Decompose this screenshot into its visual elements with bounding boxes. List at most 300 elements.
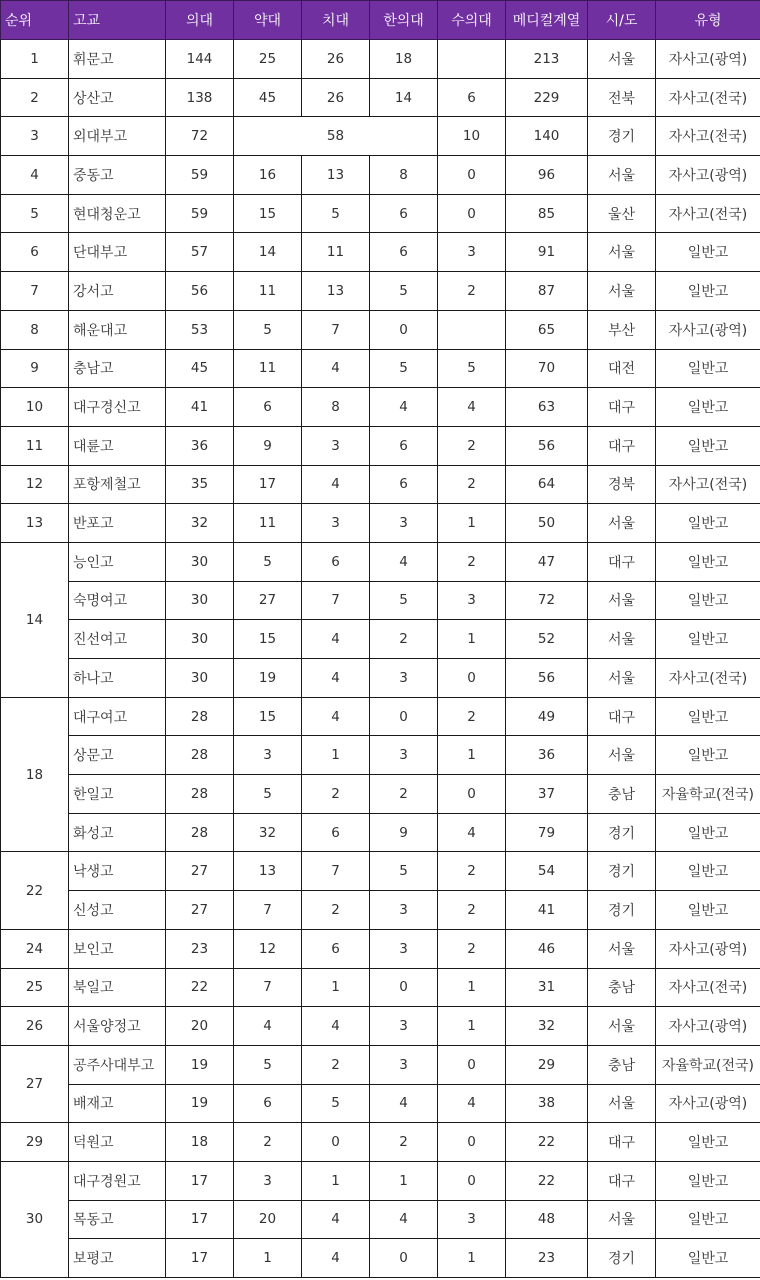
pharmacy-count-cell: 9 bbox=[234, 426, 302, 465]
region-cell: 서울 bbox=[588, 156, 656, 195]
dental-count-cell: 2 bbox=[302, 1045, 370, 1084]
school-type-cell: 일반고 bbox=[656, 736, 760, 775]
school-type-cell: 일반고 bbox=[656, 272, 760, 311]
school-type-cell: 자사고(광역) bbox=[656, 929, 760, 968]
oriental-count-cell: 9 bbox=[370, 813, 438, 852]
table-row bbox=[1, 775, 760, 814]
dental-count-cell: 4 bbox=[302, 1200, 370, 1239]
dental-count-cell: 0 bbox=[302, 1123, 370, 1162]
table-row bbox=[1, 697, 760, 736]
school-name-cell: 공주사대부고 bbox=[69, 1045, 166, 1084]
oriental-count-cell: 0 bbox=[370, 697, 438, 736]
oriental-count-cell: 4 bbox=[370, 388, 438, 427]
school-type-cell: 자사고(전국) bbox=[656, 968, 760, 1007]
medical-total-cell: 64 bbox=[506, 465, 588, 504]
school-type-cell: 자사고(전국) bbox=[656, 659, 760, 698]
school-type-cell: 일반고 bbox=[656, 1161, 760, 1200]
region-cell: 대전 bbox=[588, 349, 656, 388]
region-cell: 경기 bbox=[588, 1239, 656, 1278]
school-type-cell: 자사고(광역) bbox=[656, 1084, 760, 1123]
dental-count-cell: 5 bbox=[302, 1084, 370, 1123]
medical-count-cell: 17 bbox=[166, 1161, 234, 1200]
pharmacy-count-cell: 15 bbox=[234, 697, 302, 736]
region-cell: 대구 bbox=[588, 426, 656, 465]
table-row bbox=[1, 426, 760, 465]
school-type-cell: 일반고 bbox=[656, 233, 760, 272]
region-cell: 충남 bbox=[588, 1045, 656, 1084]
school-name-cell: 충남고 bbox=[69, 349, 166, 388]
header-pharmacy[interactable]: 약대 bbox=[234, 1, 302, 40]
rank-cell: 12 bbox=[1, 465, 69, 504]
medical-count-cell: 27 bbox=[166, 891, 234, 930]
school-type-cell: 자사고(광역) bbox=[656, 40, 760, 79]
veterinary-count-cell: 0 bbox=[438, 156, 506, 195]
veterinary-count-cell: 1 bbox=[438, 1007, 506, 1046]
rank-cell: 5 bbox=[1, 194, 69, 233]
medical-count-cell: 30 bbox=[166, 542, 234, 581]
table-row bbox=[1, 968, 760, 1007]
school-name-cell: 중동고 bbox=[69, 156, 166, 195]
region-cell: 충남 bbox=[588, 968, 656, 1007]
school-name-cell: 숙명여고 bbox=[69, 581, 166, 620]
header-medical-total[interactable]: 메디컬계열 bbox=[506, 1, 588, 40]
medical-total-cell: 36 bbox=[506, 736, 588, 775]
pharmacy-count-cell: 5 bbox=[234, 310, 302, 349]
school-name-cell: 대륜고 bbox=[69, 426, 166, 465]
school-type-cell: 일반고 bbox=[656, 697, 760, 736]
dental-count-cell: 26 bbox=[302, 40, 370, 79]
oriental-count-cell: 14 bbox=[370, 78, 438, 117]
table-row bbox=[1, 504, 760, 543]
pharmacy-count-cell: 5 bbox=[234, 1045, 302, 1084]
region-cell: 서울 bbox=[588, 40, 656, 79]
veterinary-count-cell: 3 bbox=[438, 581, 506, 620]
veterinary-count-cell: 2 bbox=[438, 891, 506, 930]
school-type-cell: 일반고 bbox=[656, 388, 760, 427]
table-row bbox=[1, 1084, 760, 1123]
medical-count-cell: 41 bbox=[166, 388, 234, 427]
oriental-count-cell: 3 bbox=[370, 736, 438, 775]
school-name-cell: 대구경원고 bbox=[69, 1161, 166, 1200]
school-name-cell: 서울양정고 bbox=[69, 1007, 166, 1046]
dental-count-cell: 6 bbox=[302, 542, 370, 581]
region-cell: 부산 bbox=[588, 310, 656, 349]
school-name-cell: 강서고 bbox=[69, 272, 166, 311]
header-medical[interactable]: 의대 bbox=[166, 1, 234, 40]
dental-count-cell: 1 bbox=[302, 968, 370, 1007]
school-name-cell: 외대부고 bbox=[69, 117, 166, 156]
veterinary-count-cell: 6 bbox=[438, 78, 506, 117]
medical-total-cell: 56 bbox=[506, 426, 588, 465]
table-row bbox=[1, 1161, 760, 1200]
medical-count-cell: 28 bbox=[166, 697, 234, 736]
dental-count-cell: 4 bbox=[302, 1007, 370, 1046]
medical-total-cell: 63 bbox=[506, 388, 588, 427]
school-type-cell: 일반고 bbox=[656, 620, 760, 659]
pharmacy-count-cell: 15 bbox=[234, 194, 302, 233]
medical-count-cell: 36 bbox=[166, 426, 234, 465]
veterinary-count-cell: 2 bbox=[438, 542, 506, 581]
rank-cell: 1 bbox=[1, 40, 69, 79]
region-cell: 서울 bbox=[588, 1200, 656, 1239]
region-cell: 서울 bbox=[588, 504, 656, 543]
table-row bbox=[1, 736, 760, 775]
school-type-cell: 자사고(전국) bbox=[656, 465, 760, 504]
school-name-cell: 보평고 bbox=[69, 1239, 166, 1278]
table-row bbox=[1, 1239, 760, 1278]
rank-cell: 10 bbox=[1, 388, 69, 427]
oriental-count-cell: 1 bbox=[370, 1161, 438, 1200]
pharmacy-count-cell: 3 bbox=[234, 736, 302, 775]
header-rank[interactable]: 순위 bbox=[1, 1, 69, 40]
table-row bbox=[1, 813, 760, 852]
region-cell: 대구 bbox=[588, 697, 656, 736]
school-type-cell: 일반고 bbox=[656, 891, 760, 930]
medical-count-cell: 45 bbox=[166, 349, 234, 388]
veterinary-count-cell: 10 bbox=[438, 117, 506, 156]
school-type-cell: 일반고 bbox=[656, 504, 760, 543]
oriental-count-cell: 2 bbox=[370, 620, 438, 659]
medical-count-cell: 19 bbox=[166, 1084, 234, 1123]
region-cell: 서울 bbox=[588, 620, 656, 659]
pharmacy-count-cell: 20 bbox=[234, 1200, 302, 1239]
oriental-count-cell: 5 bbox=[370, 272, 438, 311]
region-cell: 서울 bbox=[588, 659, 656, 698]
veterinary-count-cell bbox=[438, 40, 506, 79]
header-oriental-medicine[interactable]: 한의대 bbox=[370, 1, 438, 40]
medical-count-cell: 72 bbox=[166, 117, 234, 156]
table-row bbox=[1, 852, 760, 891]
school-name-cell: 신성고 bbox=[69, 891, 166, 930]
dental-count-cell: 8 bbox=[302, 388, 370, 427]
table-row bbox=[1, 194, 760, 233]
school-type-cell: 일반고 bbox=[656, 349, 760, 388]
dental-count-cell: 4 bbox=[302, 465, 370, 504]
pharmacy-count-cell: 2 bbox=[234, 1123, 302, 1162]
medical-total-cell: 70 bbox=[506, 349, 588, 388]
dental-count-cell: 5 bbox=[302, 194, 370, 233]
medical-total-cell: 46 bbox=[506, 929, 588, 968]
school-type-cell: 일반고 bbox=[656, 1200, 760, 1239]
school-type-cell: 자사고(광역) bbox=[656, 1007, 760, 1046]
school-type-cell: 일반고 bbox=[656, 542, 760, 581]
school-name-cell: 대구여고 bbox=[69, 697, 166, 736]
medical-total-cell: 91 bbox=[506, 233, 588, 272]
region-cell: 경기 bbox=[588, 852, 656, 891]
medical-count-cell: 56 bbox=[166, 272, 234, 311]
region-cell: 대구 bbox=[588, 1161, 656, 1200]
table-row bbox=[1, 1007, 760, 1046]
medical-total-cell: 22 bbox=[506, 1161, 588, 1200]
veterinary-count-cell: 1 bbox=[438, 504, 506, 543]
header-type[interactable]: 유형 bbox=[656, 1, 760, 40]
school-name-cell: 상산고 bbox=[69, 78, 166, 117]
dental-count-cell: 7 bbox=[302, 310, 370, 349]
medical-count-cell: 30 bbox=[166, 581, 234, 620]
medical-total-cell: 87 bbox=[506, 272, 588, 311]
medical-count-cell: 17 bbox=[166, 1239, 234, 1278]
table-row bbox=[1, 156, 760, 195]
medical-count-cell: 28 bbox=[166, 775, 234, 814]
oriental-count-cell: 3 bbox=[370, 891, 438, 930]
oriental-count-cell: 5 bbox=[370, 349, 438, 388]
veterinary-count-cell: 3 bbox=[438, 233, 506, 272]
pharmacy-count-cell: 11 bbox=[234, 272, 302, 311]
table-row bbox=[1, 310, 760, 349]
medical-total-cell: 37 bbox=[506, 775, 588, 814]
table-row bbox=[1, 581, 760, 620]
medical-total-cell: 229 bbox=[506, 78, 588, 117]
dental-count-cell: 4 bbox=[302, 620, 370, 659]
school-name-cell: 대구경신고 bbox=[69, 388, 166, 427]
veterinary-count-cell: 2 bbox=[438, 852, 506, 891]
veterinary-count-cell: 1 bbox=[438, 620, 506, 659]
school-name-cell: 배재고 bbox=[69, 1084, 166, 1123]
header-school[interactable]: 고교 bbox=[69, 1, 166, 40]
veterinary-count-cell: 0 bbox=[438, 659, 506, 698]
rank-cell: 18 bbox=[1, 697, 69, 852]
school-name-cell: 포항제철고 bbox=[69, 465, 166, 504]
dental-count-cell: 2 bbox=[302, 891, 370, 930]
oriental-count-cell: 4 bbox=[370, 1200, 438, 1239]
region-cell: 서울 bbox=[588, 1084, 656, 1123]
school-type-cell: 자율학교(전국) bbox=[656, 1045, 760, 1084]
oriental-count-cell: 3 bbox=[370, 1045, 438, 1084]
school-name-cell: 낙생고 bbox=[69, 852, 166, 891]
medical-total-cell: 47 bbox=[506, 542, 588, 581]
veterinary-count-cell: 2 bbox=[438, 465, 506, 504]
pharmacy-count-cell: 17 bbox=[234, 465, 302, 504]
veterinary-count-cell: 1 bbox=[438, 1239, 506, 1278]
rank-cell: 13 bbox=[1, 504, 69, 543]
dental-count-cell: 7 bbox=[302, 581, 370, 620]
medical-total-cell: 31 bbox=[506, 968, 588, 1007]
dental-count-cell: 4 bbox=[302, 1239, 370, 1278]
table-body bbox=[1, 40, 760, 1278]
rank-cell: 11 bbox=[1, 426, 69, 465]
region-cell: 대구 bbox=[588, 388, 656, 427]
veterinary-count-cell: 4 bbox=[438, 813, 506, 852]
table-row bbox=[1, 542, 760, 581]
school-name-cell: 진선여고 bbox=[69, 620, 166, 659]
dental-count-cell: 11 bbox=[302, 233, 370, 272]
pharmacy-count-cell: 14 bbox=[234, 233, 302, 272]
region-cell: 경기 bbox=[588, 813, 656, 852]
medical-total-cell: 22 bbox=[506, 1123, 588, 1162]
region-cell: 서울 bbox=[588, 233, 656, 272]
school-type-cell: 자사고(전국) bbox=[656, 78, 760, 117]
veterinary-count-cell: 1 bbox=[438, 736, 506, 775]
school-name-cell: 덕원고 bbox=[69, 1123, 166, 1162]
table-row bbox=[1, 465, 760, 504]
oriental-count-cell: 4 bbox=[370, 1084, 438, 1123]
oriental-count-cell: 5 bbox=[370, 581, 438, 620]
school-type-cell: 자사고(광역) bbox=[656, 310, 760, 349]
medical-total-cell: 96 bbox=[506, 156, 588, 195]
rank-cell: 27 bbox=[1, 1045, 69, 1122]
oriental-count-cell: 3 bbox=[370, 504, 438, 543]
pharmacy-count-cell: 12 bbox=[234, 929, 302, 968]
veterinary-count-cell: 5 bbox=[438, 349, 506, 388]
medical-count-cell: 138 bbox=[166, 78, 234, 117]
oriental-count-cell: 6 bbox=[370, 194, 438, 233]
medical-total-cell: 48 bbox=[506, 1200, 588, 1239]
medical-total-cell: 213 bbox=[506, 40, 588, 79]
school-type-cell: 자율학교(전국) bbox=[656, 775, 760, 814]
pharmacy-count-cell: 7 bbox=[234, 968, 302, 1007]
dental-count-cell: 3 bbox=[302, 426, 370, 465]
oriental-count-cell: 18 bbox=[370, 40, 438, 79]
region-cell: 전북 bbox=[588, 78, 656, 117]
school-name-cell: 한일고 bbox=[69, 775, 166, 814]
medical-count-cell: 59 bbox=[166, 156, 234, 195]
region-cell: 경기 bbox=[588, 117, 656, 156]
rank-cell: 9 bbox=[1, 349, 69, 388]
region-cell: 서울 bbox=[588, 929, 656, 968]
table-row bbox=[1, 620, 760, 659]
dental-count-cell: 7 bbox=[302, 852, 370, 891]
table-row bbox=[1, 233, 760, 272]
school-type-cell: 일반고 bbox=[656, 581, 760, 620]
veterinary-count-cell: 0 bbox=[438, 194, 506, 233]
school-name-cell: 해운대고 bbox=[69, 310, 166, 349]
region-cell: 대구 bbox=[588, 1123, 656, 1162]
school-type-cell: 일반고 bbox=[656, 1239, 760, 1278]
dental-count-cell: 13 bbox=[302, 272, 370, 311]
oriental-count-cell: 6 bbox=[370, 426, 438, 465]
medical-count-cell: 27 bbox=[166, 852, 234, 891]
region-cell: 경기 bbox=[588, 891, 656, 930]
medical-total-cell: 50 bbox=[506, 504, 588, 543]
dental-count-cell: 2 bbox=[302, 775, 370, 814]
school-name-cell: 북일고 bbox=[69, 968, 166, 1007]
oriental-count-cell: 4 bbox=[370, 542, 438, 581]
dental-count-cell: 3 bbox=[302, 504, 370, 543]
rank-cell: 24 bbox=[1, 929, 69, 968]
table-row bbox=[1, 78, 760, 117]
oriental-count-cell: 5 bbox=[370, 852, 438, 891]
medical-total-cell: 52 bbox=[506, 620, 588, 659]
table-row bbox=[1, 1200, 760, 1239]
pharmacy-count-cell: 11 bbox=[234, 504, 302, 543]
region-cell: 충남 bbox=[588, 775, 656, 814]
medical-count-cell: 35 bbox=[166, 465, 234, 504]
rank-cell: 2 bbox=[1, 78, 69, 117]
pharmacy-count-cell: 19 bbox=[234, 659, 302, 698]
rank-cell: 29 bbox=[1, 1123, 69, 1162]
veterinary-count-cell: 2 bbox=[438, 697, 506, 736]
veterinary-count-cell bbox=[438, 310, 506, 349]
medical-total-cell: 32 bbox=[506, 1007, 588, 1046]
medical-count-cell: 23 bbox=[166, 929, 234, 968]
dental-count-cell: 1 bbox=[302, 1161, 370, 1200]
medical-count-cell: 22 bbox=[166, 968, 234, 1007]
rank-cell: 4 bbox=[1, 156, 69, 195]
pharm-dent-oriental-merged-cell: 58 bbox=[234, 117, 438, 156]
medical-total-cell: 140 bbox=[506, 117, 588, 156]
oriental-count-cell: 0 bbox=[370, 310, 438, 349]
pharmacy-count-cell: 27 bbox=[234, 581, 302, 620]
oriental-count-cell: 0 bbox=[370, 1239, 438, 1278]
veterinary-count-cell: 0 bbox=[438, 1161, 506, 1200]
school-name-cell: 능인고 bbox=[69, 542, 166, 581]
school-name-cell: 휘문고 bbox=[69, 40, 166, 79]
oriental-count-cell: 6 bbox=[370, 465, 438, 504]
veterinary-count-cell: 0 bbox=[438, 775, 506, 814]
pharmacy-count-cell: 1 bbox=[234, 1239, 302, 1278]
rank-cell: 30 bbox=[1, 1161, 69, 1277]
header-dental[interactable]: 치대 bbox=[302, 1, 370, 40]
pharmacy-count-cell: 45 bbox=[234, 78, 302, 117]
oriental-count-cell: 8 bbox=[370, 156, 438, 195]
medical-count-cell: 53 bbox=[166, 310, 234, 349]
dental-count-cell: 4 bbox=[302, 349, 370, 388]
header-region[interactable]: 시/도 bbox=[588, 1, 656, 40]
dental-count-cell: 1 bbox=[302, 736, 370, 775]
veterinary-count-cell: 3 bbox=[438, 1200, 506, 1239]
school-name-cell: 상문고 bbox=[69, 736, 166, 775]
medical-count-cell: 57 bbox=[166, 233, 234, 272]
medical-total-cell: 41 bbox=[506, 891, 588, 930]
rank-cell: 26 bbox=[1, 1007, 69, 1046]
pharmacy-count-cell: 7 bbox=[234, 891, 302, 930]
school-name-cell: 목동고 bbox=[69, 1200, 166, 1239]
dental-count-cell: 6 bbox=[302, 929, 370, 968]
table-row bbox=[1, 1045, 760, 1084]
school-type-cell: 자사고(광역) bbox=[656, 156, 760, 195]
medical-count-cell: 59 bbox=[166, 194, 234, 233]
rank-cell: 25 bbox=[1, 968, 69, 1007]
pharmacy-count-cell: 25 bbox=[234, 40, 302, 79]
oriental-count-cell: 2 bbox=[370, 775, 438, 814]
veterinary-count-cell: 2 bbox=[438, 426, 506, 465]
school-name-cell: 현대청운고 bbox=[69, 194, 166, 233]
oriental-count-cell: 3 bbox=[370, 659, 438, 698]
medical-count-cell: 30 bbox=[166, 659, 234, 698]
pharmacy-count-cell: 5 bbox=[234, 775, 302, 814]
medical-total-cell: 29 bbox=[506, 1045, 588, 1084]
veterinary-count-cell: 0 bbox=[438, 1123, 506, 1162]
school-name-cell: 단대부고 bbox=[69, 233, 166, 272]
region-cell: 서울 bbox=[588, 272, 656, 311]
medical-count-cell: 17 bbox=[166, 1200, 234, 1239]
header-veterinary[interactable]: 수의대 bbox=[438, 1, 506, 40]
medical-count-cell: 30 bbox=[166, 620, 234, 659]
region-cell: 서울 bbox=[588, 736, 656, 775]
pharmacy-count-cell: 4 bbox=[234, 1007, 302, 1046]
school-type-cell: 자사고(전국) bbox=[656, 194, 760, 233]
rank-cell: 7 bbox=[1, 272, 69, 311]
table-row bbox=[1, 117, 760, 156]
pharmacy-count-cell: 3 bbox=[234, 1161, 302, 1200]
veterinary-count-cell: 1 bbox=[438, 968, 506, 1007]
medical-total-cell: 38 bbox=[506, 1084, 588, 1123]
pharmacy-count-cell: 6 bbox=[234, 1084, 302, 1123]
region-cell: 서울 bbox=[588, 1007, 656, 1046]
region-cell: 대구 bbox=[588, 542, 656, 581]
table-row bbox=[1, 659, 760, 698]
medical-count-cell: 19 bbox=[166, 1045, 234, 1084]
region-cell: 경북 bbox=[588, 465, 656, 504]
table-row bbox=[1, 272, 760, 311]
school-type-cell: 일반고 bbox=[656, 1123, 760, 1162]
medical-count-cell: 32 bbox=[166, 504, 234, 543]
medical-count-cell: 144 bbox=[166, 40, 234, 79]
oriental-count-cell: 0 bbox=[370, 968, 438, 1007]
medical-count-cell: 20 bbox=[166, 1007, 234, 1046]
pharmacy-count-cell: 16 bbox=[234, 156, 302, 195]
medical-total-cell: 79 bbox=[506, 813, 588, 852]
